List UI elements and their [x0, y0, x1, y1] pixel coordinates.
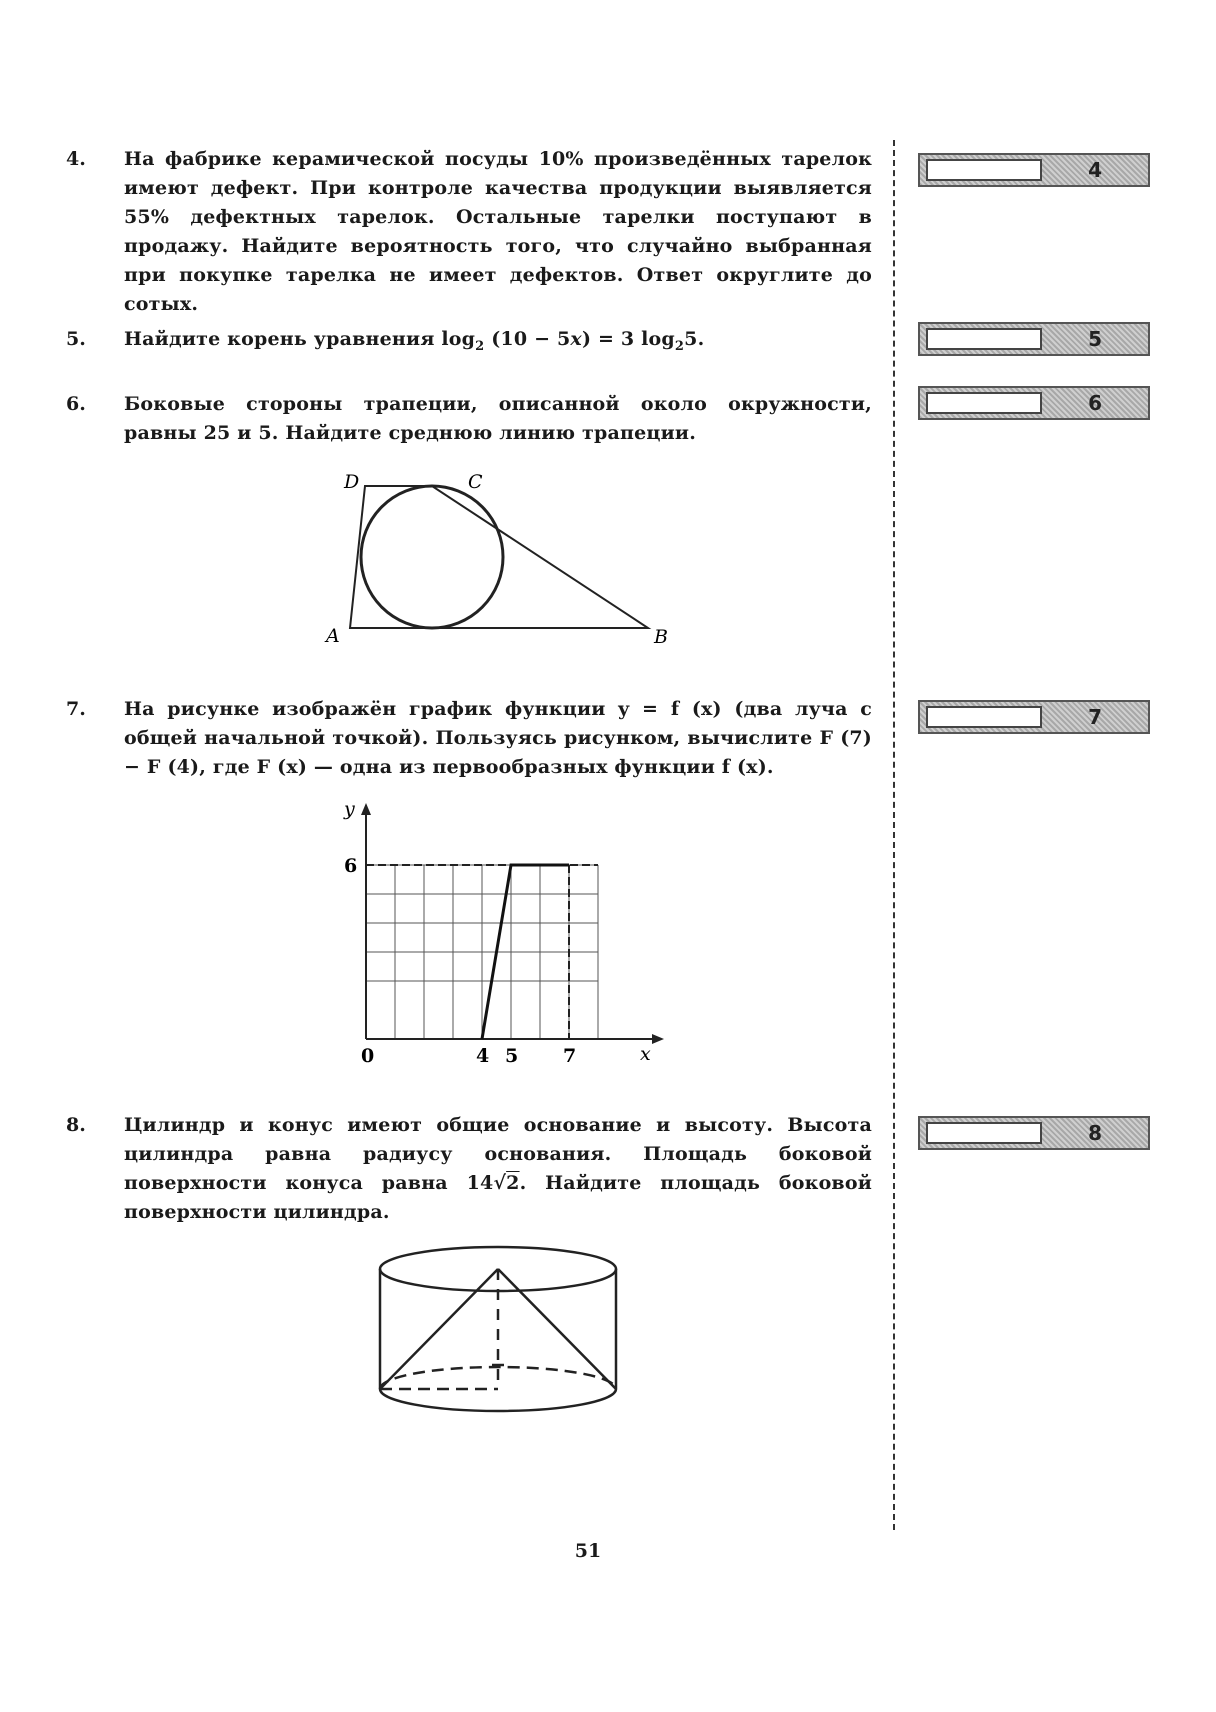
label-a: A	[326, 625, 340, 647]
x-axis-arrow	[652, 1034, 664, 1044]
label-d: D	[344, 471, 360, 493]
answer-box-8[interactable]	[918, 1116, 1150, 1150]
answer-box-4[interactable]	[918, 153, 1150, 187]
answer-label-8: 8	[1088, 1121, 1102, 1145]
inscribed-circle	[361, 486, 503, 628]
task-5-text-post: 5.	[684, 328, 705, 350]
answer-label-5: 5	[1088, 327, 1102, 351]
task-5-text-pre: Найдите корень уравнения log	[124, 328, 476, 350]
task-7-text: На рисунке изображён график функции y = f (x) (два луча с общей начальной точкой). Пользуясь рисунком, вычислите F (7) − F (4), где F (x) — одна из первообразных функции f (x).	[124, 698, 872, 778]
answer-box-7[interactable]	[918, 700, 1150, 734]
page-number: 51	[574, 1540, 602, 1562]
answer-label-7: 7	[1088, 705, 1102, 729]
trapezoid-figure	[320, 465, 680, 655]
answer-field-7[interactable]	[926, 706, 1042, 728]
answer-label-4: 4	[1088, 158, 1102, 182]
task-8-text-pre: Цилиндр и конус имеют общие основание и высоту. Высота цилиндра равна радиусу основания. Площадь боковой поверхности конуса равна 14	[124, 1114, 872, 1194]
task-4-number: 4.	[66, 148, 86, 170]
label-b: B	[654, 626, 668, 648]
y-axis-arrow	[361, 803, 371, 815]
y-axis-label: y	[344, 798, 355, 820]
trapezoid-shape	[350, 486, 648, 628]
origin-label: 0	[361, 1045, 375, 1067]
task-5-sub1: 2	[475, 338, 485, 354]
x-tick-4: 4	[476, 1045, 490, 1067]
task-5-sub2: 2	[674, 338, 685, 354]
task-6-text: Боковые стороны трапеции, описанной около окружности, равны 25 и 5. Найдите среднюю линию трапеции.	[124, 393, 872, 444]
answer-box-6[interactable]	[918, 386, 1150, 420]
cylinder-cone-figure	[370, 1235, 630, 1420]
answer-label-6: 6	[1088, 391, 1102, 415]
answer-field-8[interactable]	[926, 1122, 1042, 1144]
task-5-var: x	[570, 328, 582, 350]
task-5-number: 5.	[66, 328, 86, 350]
task-7-number: 7.	[66, 698, 86, 720]
task-8-text	[124, 1111, 872, 1227]
cut-line	[893, 140, 895, 1530]
task-6-number: 6.	[66, 393, 86, 415]
task-5-text-mid: (10 − 5	[484, 328, 571, 350]
answer-field-6[interactable]	[926, 392, 1042, 414]
graph-grid	[366, 865, 598, 1039]
label-c: C	[468, 471, 483, 493]
task-4-text: На фабрике керамической посуды 10% произведённых тарелок имеют дефект. При контроле качества продукции выявляется 55% дефектных тарелок. Остальные тарелки поступают в продажу. Найдите вероятность того, что случайно выбранная при покупке тарелка не имеет дефектов. Ответ округлите до сотых.	[124, 148, 872, 315]
sqrt-expression: √2	[493, 1172, 520, 1194]
sqrt-radicand: 2	[506, 1172, 520, 1194]
answer-box-5[interactable]	[918, 322, 1150, 356]
task-5-text	[124, 325, 872, 361]
cylinder-bottom-front	[380, 1389, 616, 1411]
task-5-text-mid2: ) = 3 log	[581, 328, 675, 350]
x-axis-label: x	[640, 1043, 651, 1065]
task-8-text-post: . Найдите площадь боковой поверхности цилиндра.	[124, 1172, 873, 1223]
function-graph	[330, 795, 670, 1070]
x-tick-5: 5	[505, 1045, 519, 1067]
answer-field-4[interactable]	[926, 159, 1042, 181]
answer-field-5[interactable]	[926, 328, 1042, 350]
y-tick-6: 6	[344, 855, 358, 877]
x-tick-7: 7	[563, 1045, 577, 1067]
task-8-number: 8.	[66, 1114, 86, 1136]
